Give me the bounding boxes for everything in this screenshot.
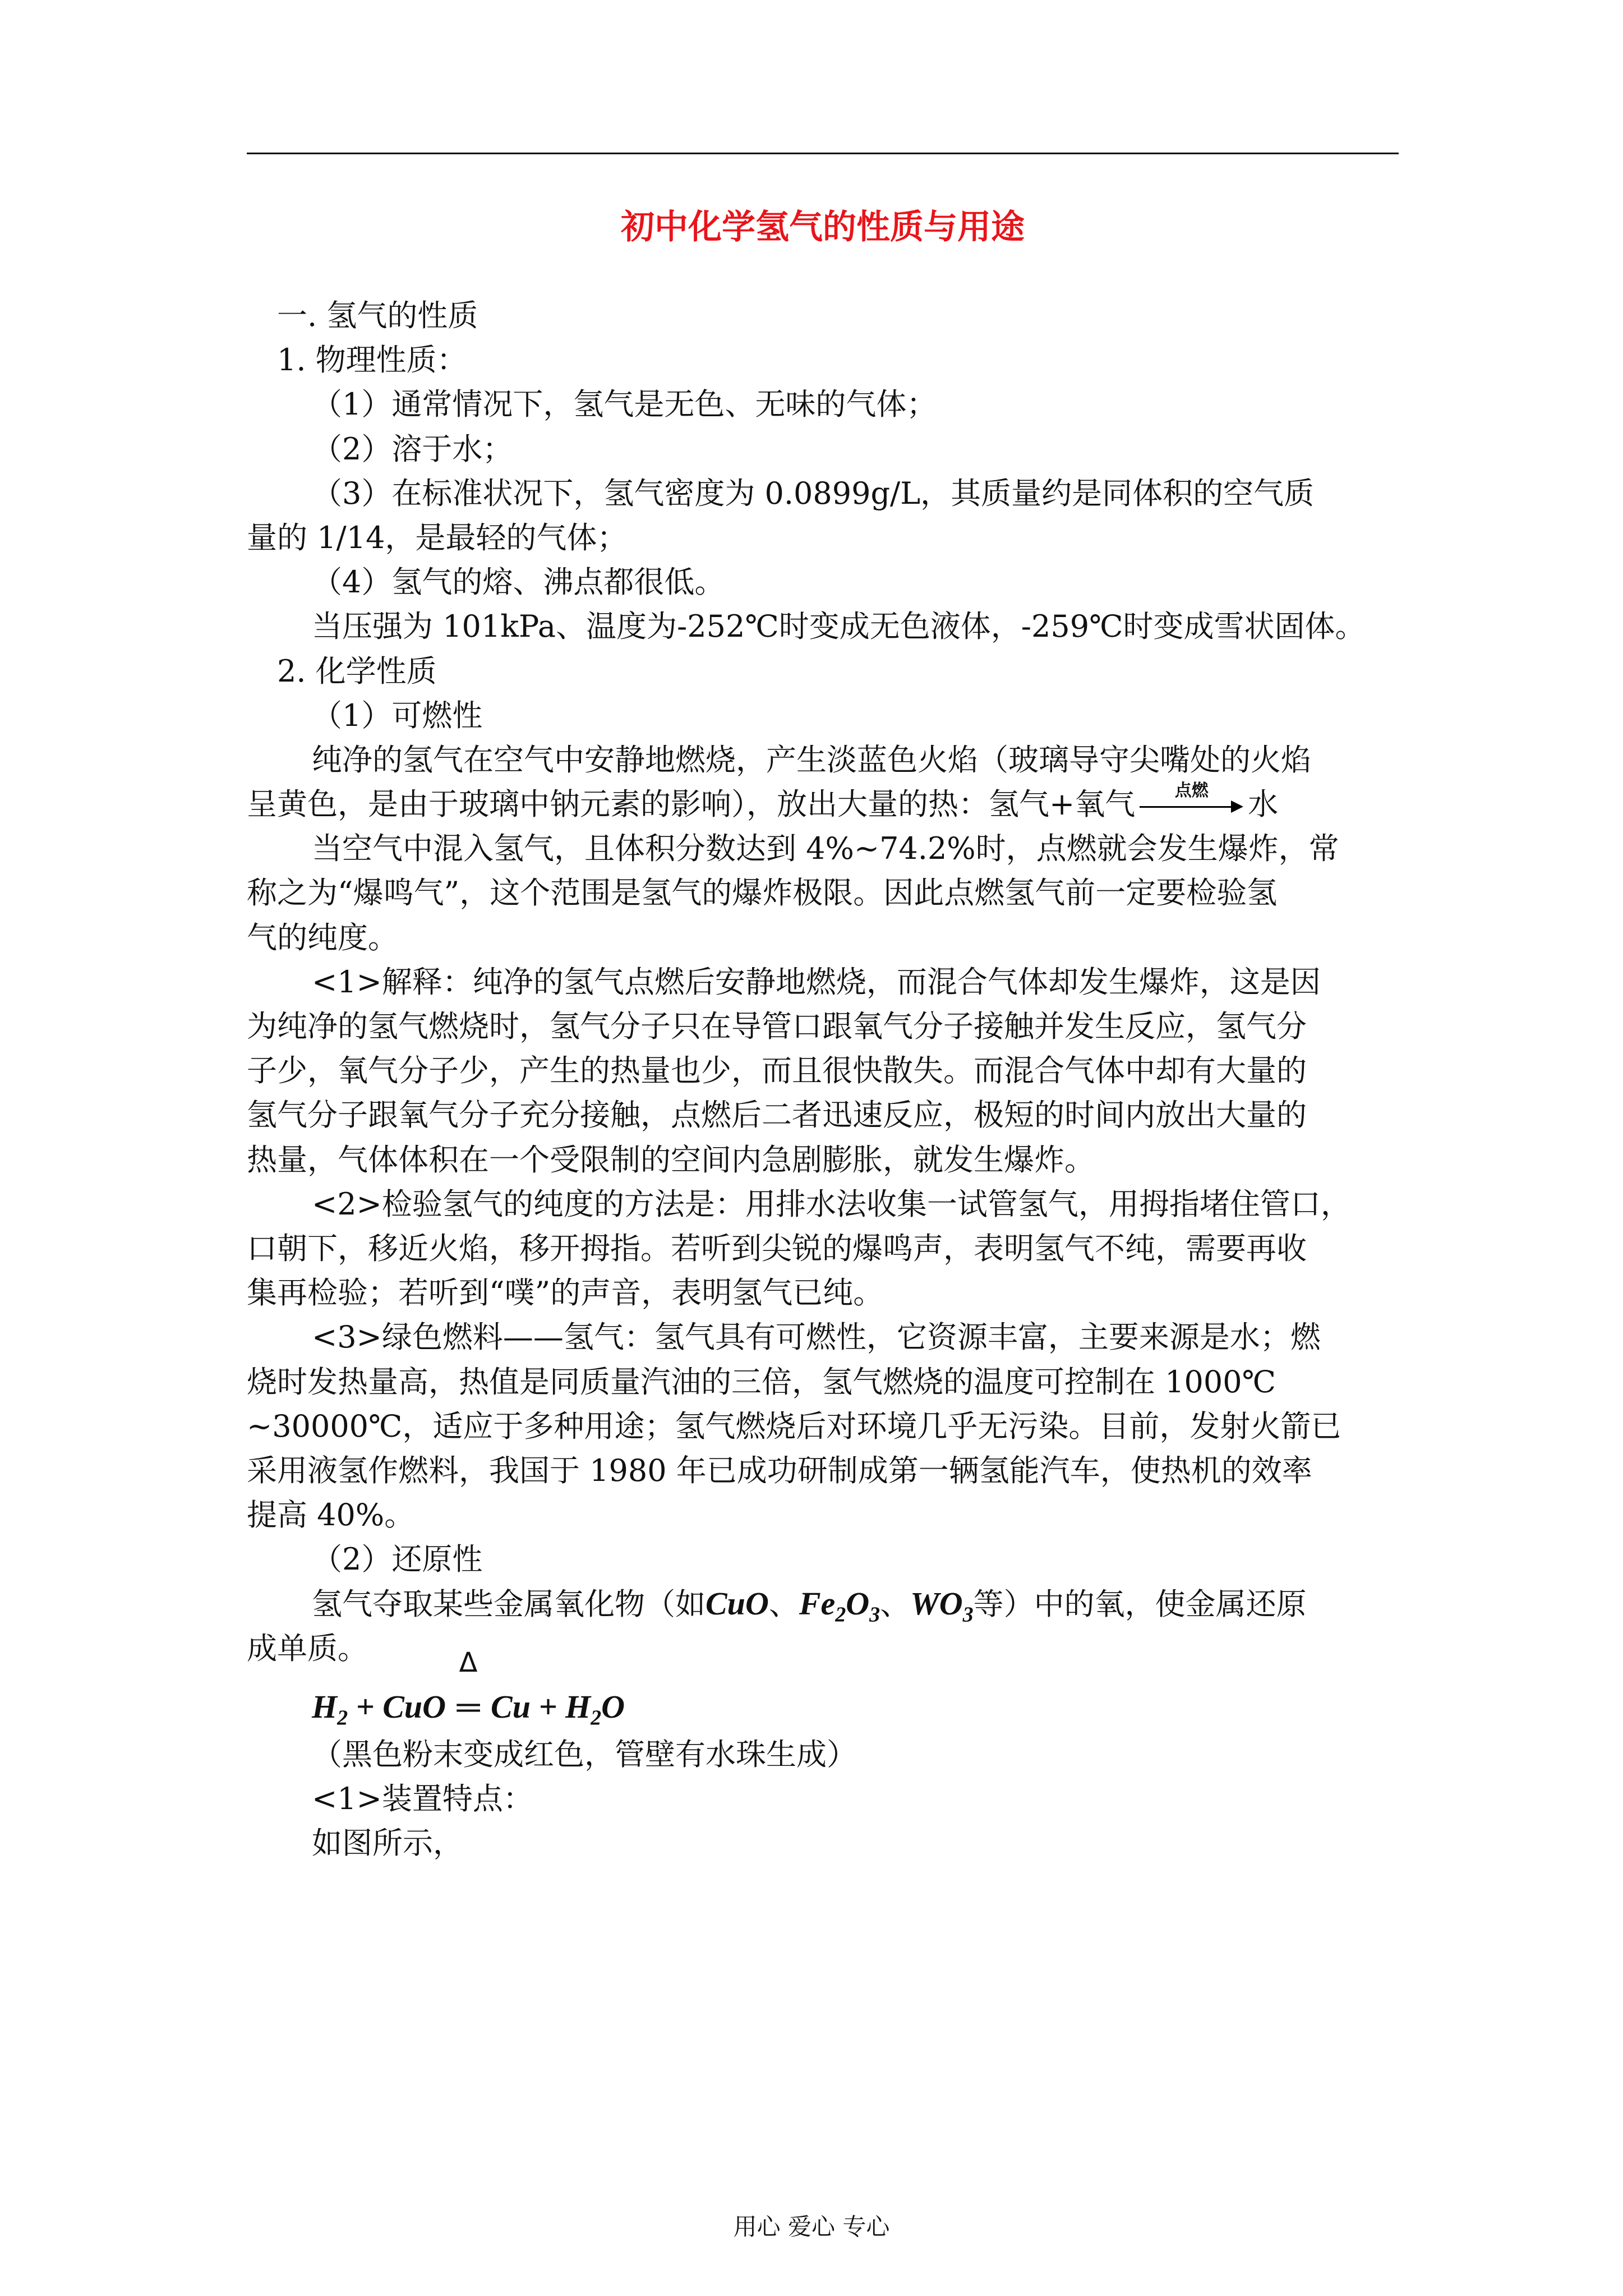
text-line: 成单质。 xyxy=(247,1630,368,1666)
formula-subscript: 2 xyxy=(591,1706,602,1730)
formula-subscript: 3 xyxy=(869,1603,880,1627)
text-line: <3>绿色燃料——氢气：氢气具有可燃性，它资源丰富，主要来源是水；燃 xyxy=(312,1319,1321,1355)
separator: 、 xyxy=(880,1586,911,1622)
subsection-heading: 1. 物理性质： xyxy=(277,342,467,378)
text-line: 集再检验；若听到“噗”的声音，表明氢气已纯。 xyxy=(247,1275,884,1311)
text-line-with-formulas xyxy=(247,1581,1402,1626)
arrow-shaft xyxy=(1140,806,1235,808)
text-line: （1）可燃性 xyxy=(312,697,483,733)
formula-subscript: 3 xyxy=(962,1603,974,1627)
equals-with-heat: Δ ═ xyxy=(446,1671,491,1743)
text-line: <1>解释：纯净的氢气点燃后安静地燃烧，而混合气体却发生爆炸，这是因 xyxy=(312,964,1321,1000)
text-line: 采用液氢作燃料，我国于 1980 年已成功研制成第一辆氢能汽车，使热机的效率 xyxy=(247,1452,1312,1488)
formula-fe2o3 xyxy=(799,1585,880,1627)
formula-wo3 xyxy=(910,1585,974,1627)
text-line: 口朝下，移近火焰，移开拇指。若听到尖锐的爆鸣声，表明氢气不纯，需要再收 xyxy=(247,1230,1307,1266)
text-line: （2）溶于水； xyxy=(312,431,513,467)
text-line: ~30000℃，适应于多种用途；氢气燃烧后对环境几乎无污染。目前，发射火箭已 xyxy=(247,1408,1341,1444)
text-line: 子少，氧气分子少，产生的热量也少，而且很快散失。而混合气体中却有大量的 xyxy=(247,1053,1307,1089)
reaction-condition: 点燃 xyxy=(1174,781,1209,801)
formula-part: H xyxy=(312,1688,338,1725)
text-segment: 呈黄色，是由于玻璃中钠元素的影响），放出大量的热：氢气+氧气 xyxy=(247,786,1136,822)
text-line: <2>检验氢气的纯度的方法是：用排水法收集一试管氢气，用拇指堵住管口， xyxy=(312,1186,1351,1222)
text-line: （3）在标准状况下，氢气密度为 0.0899g/L，其质量约是同体积的空气质 xyxy=(312,475,1315,511)
reaction-arrow xyxy=(1140,781,1243,815)
text-line-with-reaction xyxy=(247,782,1402,826)
formula-part: H xyxy=(565,1688,591,1725)
text-line: 气的纯度。 xyxy=(247,919,398,955)
text-line: 氢气分子跟氧气分子充分接触，点燃后二者迅速反应，极短的时间内放出大量的 xyxy=(247,1097,1307,1133)
text-line: 热量，气体体积在一个受限制的空间内急剧膨胀，就发生爆炸。 xyxy=(247,1142,1095,1177)
text-line: <1>装置特点： xyxy=(312,1781,533,1816)
separator: 、 xyxy=(768,1586,799,1622)
header-rule xyxy=(247,153,1399,154)
text-line: 为纯净的氢气燃烧时，氢气分子只在导管口跟氧气分子接触并发生反应，氢气分 xyxy=(247,1009,1307,1044)
formula-part: O xyxy=(601,1688,625,1725)
text-line: 烧时发热量高，热值是同质量汽油的三倍，氢气燃烧的温度可控制在 1000℃ xyxy=(247,1364,1276,1400)
section-heading: 一. 氢气的性质 xyxy=(277,298,478,333)
text-line: 当空气中混入氢气，且体积分数达到 4%~74.2%时，点燃就会发生爆炸，常 xyxy=(312,831,1339,867)
text-line: （黑色粉末变成红色，管壁有水珠生成） xyxy=(312,1736,857,1772)
text-line: 纯净的氢气在空气中安静地燃烧，产生淡蓝色火焰（玻璃导守尖嘴处的火焰 xyxy=(312,742,1311,777)
page-footer: 用心 爱心 专心 xyxy=(733,2213,890,2240)
plus-sign: + xyxy=(348,1688,383,1725)
arrow-head-icon xyxy=(1231,800,1243,813)
text-line: （4）氢气的熔、沸点都很低。 xyxy=(312,564,725,600)
heat-delta-icon: Δ xyxy=(459,1646,478,1678)
plus-sign: + xyxy=(530,1688,566,1725)
text-line: 量的 1/14，是最轻的气体； xyxy=(247,519,628,555)
text-line: （2）还原性 xyxy=(312,1542,483,1577)
formula-subscript: 2 xyxy=(835,1603,846,1627)
document-body xyxy=(247,293,1402,1865)
reaction-product: 水 xyxy=(1248,786,1279,822)
text-line: 如图所示， xyxy=(312,1825,463,1861)
text-line: 提高 40%。 xyxy=(247,1497,415,1533)
formula-subscript: 2 xyxy=(337,1706,348,1730)
formula-part: Fe xyxy=(799,1585,836,1622)
text-segment: 氢气夺取某些金属氧化物（如 xyxy=(312,1586,706,1622)
formula-part: WO xyxy=(910,1585,963,1622)
formula-cuo: CuO xyxy=(706,1585,769,1622)
text-segment: 等）中的氧，使金属还原 xyxy=(973,1586,1307,1622)
text-line: 称之为“爆鸣气”，这个范围是氢气的爆炸极限。因此点燃氢气前一定要检验氢 xyxy=(247,875,1278,911)
formula-part: O xyxy=(846,1585,870,1622)
equation-body xyxy=(312,1646,625,1730)
formula-part: Cu xyxy=(491,1688,531,1725)
subsection-heading: 2. 化学性质 xyxy=(277,653,437,689)
text-line: （1）通常情况下，氢气是无色、无味的气体； xyxy=(312,386,937,422)
text-line: 当压强为 101kPa、温度为-252℃时变成无色液体，-259℃时变成雪状固体。 xyxy=(312,609,1366,645)
document-title: 初中化学氢气的性质与用途 xyxy=(621,208,1025,247)
formula-part: CuO xyxy=(382,1688,446,1725)
